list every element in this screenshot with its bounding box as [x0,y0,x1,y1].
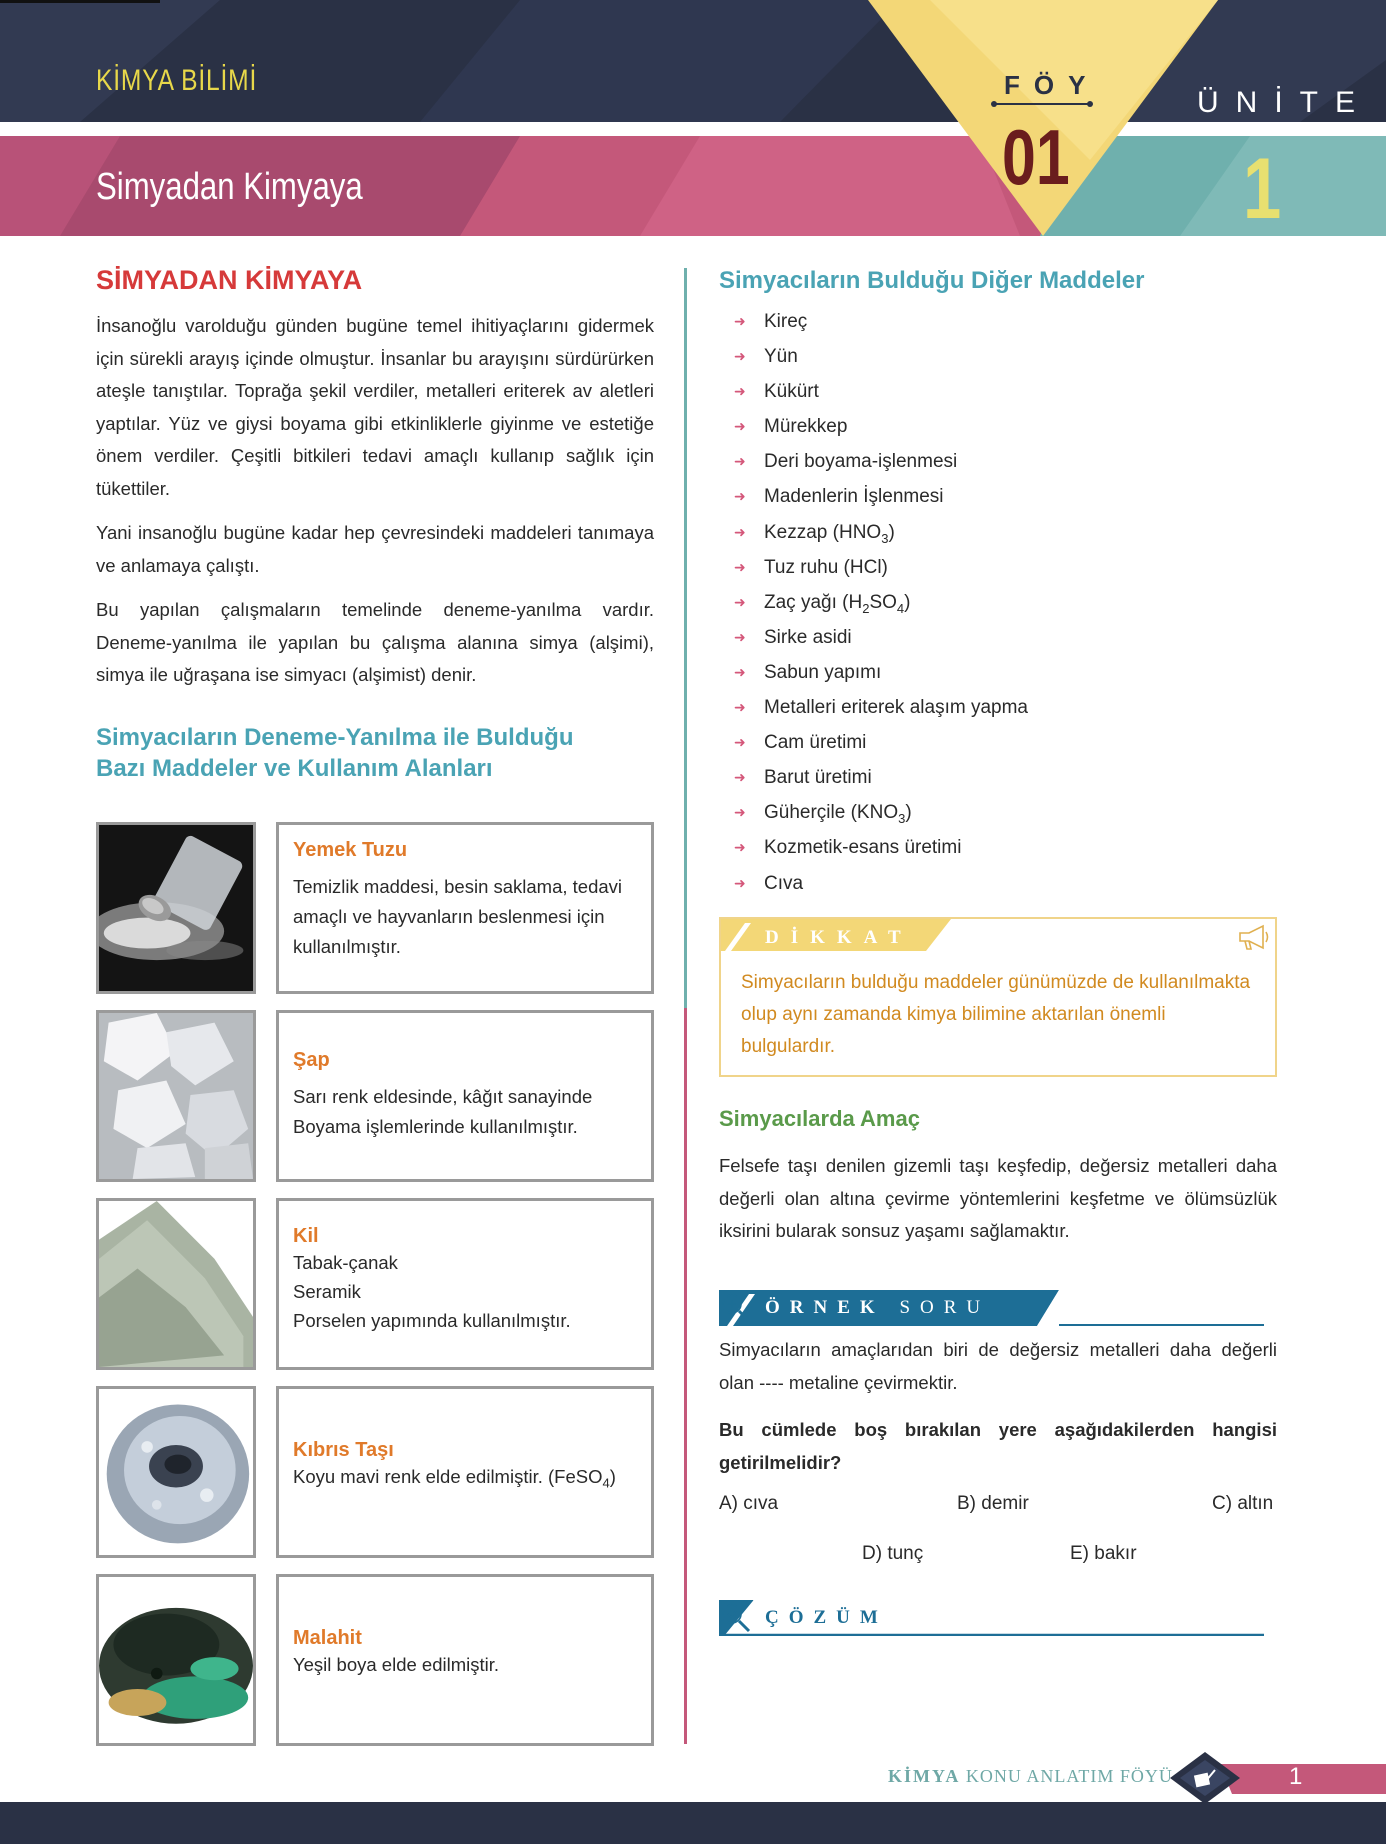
malachite-image [96,1574,256,1746]
substance-card [96,1198,654,1370]
arrow-icon: ➜ [734,418,746,435]
arrow-icon: ➜ [734,523,746,540]
substance-name: Malahit [293,1627,362,1649]
substance-info [276,1010,654,1182]
arrow-icon: ➜ [734,558,746,575]
list-item: ➜ Metalleri eriterek alaşım yapma [719,690,1277,725]
cozum-label: ÇÖZÜM [765,1607,888,1628]
substance-info [276,1574,654,1746]
left-column [96,265,654,784]
question-text: Simyacıların amaçlarıdan biri de değersiz metalleri daha değerli olan ---- metaline çevirmektir. [719,1339,1277,1393]
amac-text: Felsefe taşı denilen gizemli taşı keşfedip, değersiz metalleri daha değerli olan altına çevirme yöntemlerini keşfetme ve ölümsüzlük iksirini bularak sonsuz yaşamı sağlamaktır. [719,1155,1277,1241]
substance-info [276,822,654,994]
list-item: ➜ Deri boyama-işlenmesi [719,444,1277,479]
column-divider-bottom [684,1008,687,1744]
dikkat-text: Simyacıların bulduğu maddeler günümüzde de kullanılmakta olup aynı zamanda kimya bilimine aktarılan önemli bulgulardır. [741,972,1251,1057]
option-a[interactable]: A) cıva [719,1493,779,1514]
arrow-icon: ➜ [734,348,746,365]
substance-card [96,822,654,994]
usage-line: Seramik [293,1281,361,1302]
paragraph: İnsanoğlu varolduğu günden bugüne temel ihitiyaçlarını gidermek için sürekli arayış içinde olmuştur. İnsanlar bu arayışını sürdürürken ateşle tanıştılar. Toprağa şekil verdiler, metalleri eriterek av aletleri yaptılar. Yüz ve giysi boyama gibi etkinliklerle giyinme ve estetiğe önem verdiler. Çeşitli bitkileri tedavi amaçlı kullanıp sağlık için tükettiler. [96,315,654,499]
alum-crystals-image [96,1010,256,1182]
substance-name: Yemek Tuzu [293,839,408,861]
book-pen-icon [1193,1768,1217,1790]
list-item: ➜ Cıva [719,866,1277,901]
arrow-icon: ➜ [734,769,746,786]
arrow-icon: ➜ [734,453,746,470]
list-item: ➜ Cam üretimi [719,725,1277,760]
substance-usage [293,1248,637,1335]
arrow-icon: ➜ [734,488,746,505]
option-e[interactable]: E) bakır [1070,1543,1137,1564]
subject-title: KİMYA BİLİMİ [96,64,258,97]
substance-name: Şap [293,1049,330,1071]
arrow-icon: ➜ [734,804,746,821]
question-prompt: Bu cümlede boş bırakılan yere aşağıdakilerden hangisi getirilmelidir? [719,1419,1277,1473]
salt-shaker-image [96,822,256,994]
other-substances-heading: Simyacıların Bulduğu Diğer Maddeler [719,267,1145,294]
substance-usage: Temizlik maddesi, besin saklama, tedavi amaçlı ve hayvanların beslenmesi için kullanılmıştır. [293,876,623,957]
option-b[interactable]: B) demir [957,1493,1029,1514]
paragraph: Bu yapılan çalışmaların temelinde deneme-yanılma vardır. Deneme-yanılma ile yapılan bu çalışma alanına simya (alşimi), simya ile uğraşana ise simyacı (alşimist) denir. [96,599,654,685]
amac-heading: Simyacılarda Amaç [719,1106,920,1131]
substance-usage: Koyu mavi renk elde edilmiştir. (FeSO$_4$) [293,1466,616,1491]
arrow-icon: ➜ [734,628,746,645]
list-item: ➜ Kozmetik-esans üretimi [719,830,1277,865]
arrow-icon: ➜ [734,699,746,716]
list-item: ➜ Tuz ruhu (HCl) [719,550,1277,585]
list-item: ➜ Zaç yağı $(H_2SO_4)$ [719,585,1277,620]
column-divider-top [684,268,687,1008]
footer-band [0,1752,1386,1844]
list-item: ➜ Kükürt [719,374,1277,409]
substance-name: Kıbrıs Taşı [293,1439,394,1461]
page-number: 1 [1289,1763,1303,1790]
usage-line: Tabak-çanak [293,1252,398,1273]
ornek-soru-label: ÖRNEK SORU [765,1297,991,1318]
substances-heading: Simyacıların Deneme-Yanılma ile Bulduğu Bazı Maddeler ve Kullanım Alanları [96,723,574,782]
substance-card [96,1574,654,1746]
substance-info [276,1198,654,1370]
list-item: ➜ Sabun yapımı [719,655,1277,690]
topic-title: Simyadan Kimyaya [96,166,363,208]
unite-label: ÜNİTE [1197,86,1372,119]
list-item: ➜ Yün [719,339,1277,374]
clay-powder-image [96,1198,256,1370]
substance-info [276,1386,654,1558]
unite-number: 1 [1243,141,1282,237]
substance-cards [96,822,654,1762]
arrow-icon: ➜ [734,839,746,856]
cozum-bar [719,1600,1277,1636]
foy-label: FÖY [1004,70,1100,100]
substance-usage: Yeşil boya elde edilmiştir. [293,1654,500,1675]
magnifier-plus-icon [719,1292,753,1324]
dikkat-label: DİKKAT [765,927,913,948]
list-item: ➜ Güherçile $(KNO_3)$ [719,795,1277,830]
substance-name: Kil [293,1225,319,1247]
usage-line: Porselen yapımında kullanılmıştır. [293,1310,571,1331]
list-item: ➜ Madenlerin İşlenmesi [719,479,1277,514]
list-item: ➜ Kireç [719,304,1277,339]
section-title: SİMYADAN KİMYAYA [96,265,363,295]
arrow-icon: ➜ [734,383,746,400]
megaphone-icon [1237,923,1271,951]
paragraph: Yani insanoğlu bugüne kadar hep çevresindeki maddeleri tanımaya ve anlamaya çalıştı. [96,522,654,576]
substance-usage: Sarı renk eldesinde, kâğıt sanayinde Boyama işlemlerinde kullanılmıştır. [293,1086,593,1137]
arrow-icon: ➜ [734,313,746,329]
substance-list [719,304,1277,901]
list-item: ➜ Barut üretimi [719,760,1277,795]
ornek-soru-bar [719,1290,1277,1326]
geode-image [96,1386,256,1558]
footer-label: KİMYA KONU ANLATIM FÖYÜ [888,1766,1173,1786]
option-d[interactable]: D) tunç [862,1543,924,1564]
arrow-icon: ➜ [734,734,746,751]
list-item: ➜ Kezzap $(HNO_3)$ [719,515,1277,550]
list-item: ➜ Sirke asidi [719,620,1277,655]
right-column [719,265,1277,901]
substance-card [96,1010,654,1182]
option-c[interactable]: C) altın [1212,1493,1274,1514]
magnifier-check-icon [719,1602,753,1634]
substance-card [96,1386,654,1558]
dikkat-box [719,917,1277,1077]
arrow-icon: ➜ [734,593,746,610]
arrow-icon: ➜ [734,874,746,891]
foy-number: 01 [1002,113,1070,201]
list-item: ➜ Mürekkep [719,409,1277,444]
arrow-icon: ➜ [734,663,746,680]
